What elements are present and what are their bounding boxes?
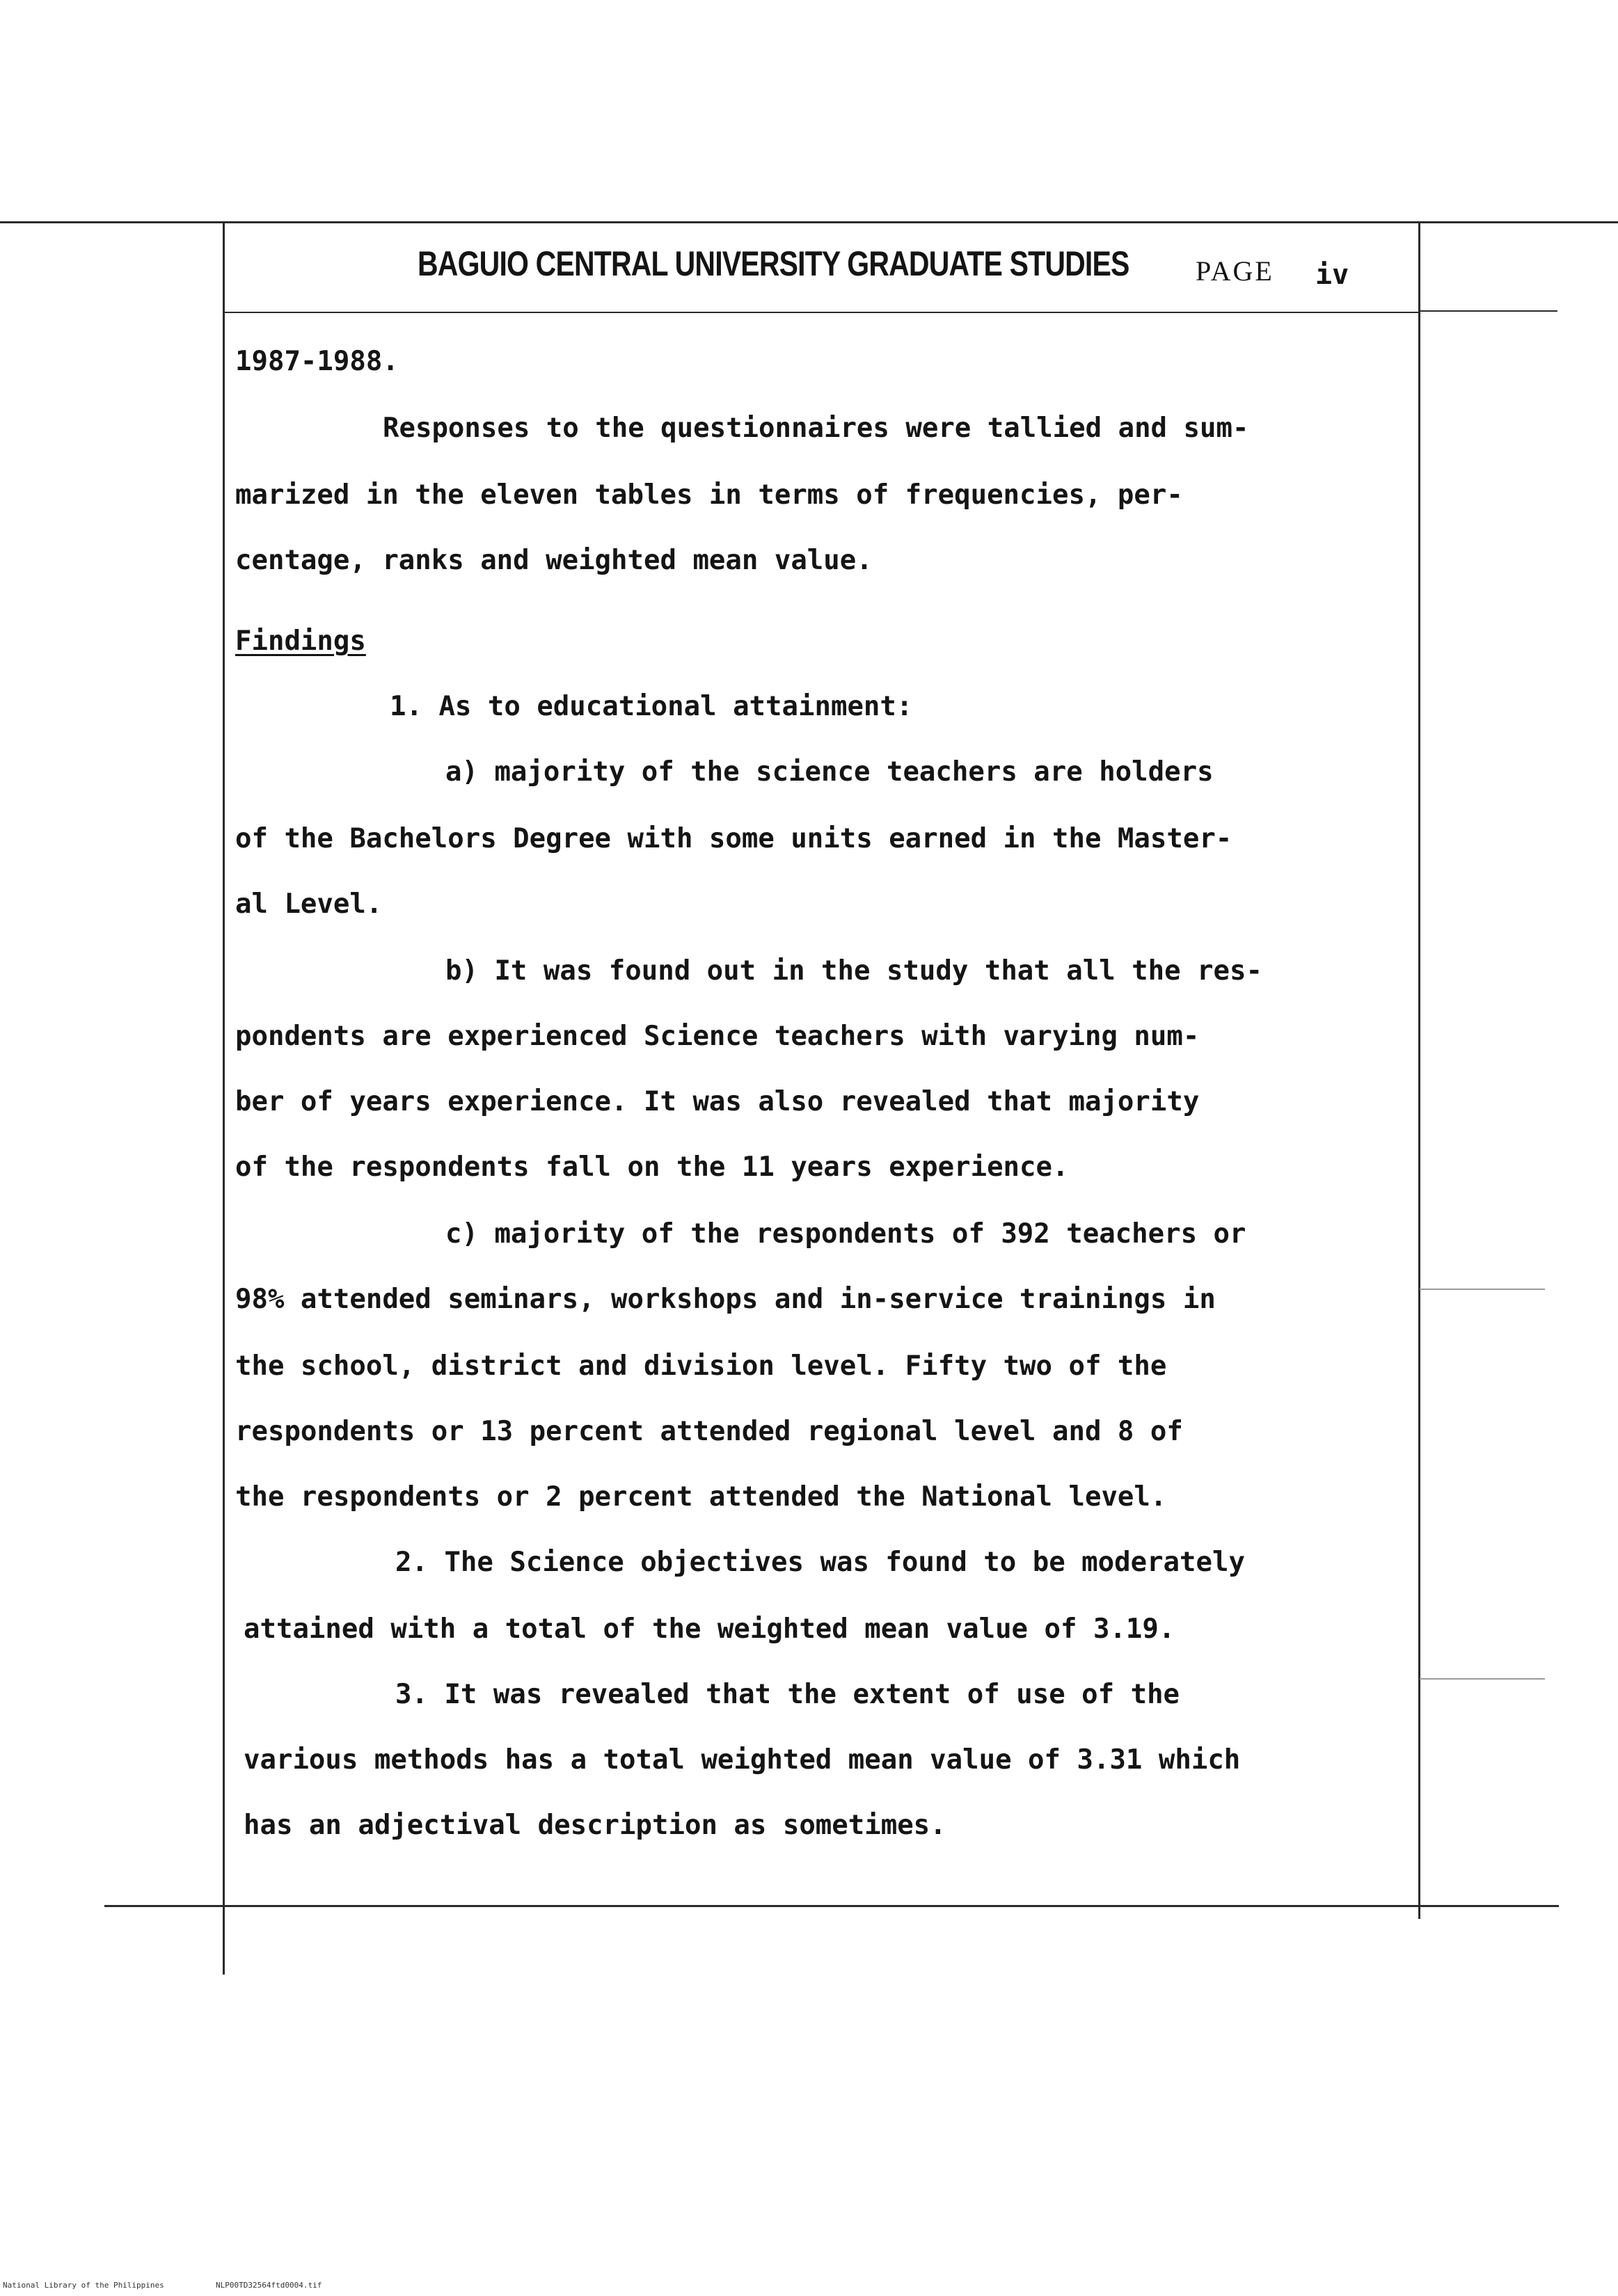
header-rule xyxy=(223,312,1418,313)
right-margin-rule xyxy=(1418,221,1420,1919)
text-line: has an adjectival description as sometimes. xyxy=(244,1810,946,1841)
side-rule-low xyxy=(1420,1678,1545,1680)
left-margin-rule xyxy=(223,221,225,1975)
text-line: 1987-1988. xyxy=(235,346,399,377)
page-number: iv xyxy=(1315,259,1349,291)
text-line: respondents or 13 percent attended regional level and 8 of xyxy=(235,1416,1183,1447)
text-line: al Level. xyxy=(235,888,383,920)
text-line: of the respondents fall on the 11 years experience. xyxy=(235,1151,1069,1183)
page-label: PAGE xyxy=(1196,255,1274,287)
text-line: ber of years experience. It was also revealed that majority xyxy=(235,1086,1200,1117)
text-line: a) majority of the science teachers are holders xyxy=(445,756,1214,788)
text-line: Responses to the questionnaires were tallied and sum- xyxy=(383,413,1249,444)
text-line: 98% attended seminars, workshops and in-service trainings in xyxy=(235,1284,1216,1315)
text-line: marized in the eleven tables in terms of frequencies, per- xyxy=(235,479,1183,511)
text-line: c) majority of the respondents of 392 teachers or xyxy=(445,1218,1246,1250)
header-rule-right xyxy=(1418,310,1557,312)
section-heading-findings: Findings xyxy=(235,625,366,657)
text-line: various methods has a total weighted mean value of 3.31 which xyxy=(244,1744,1241,1776)
bottom-rule xyxy=(104,1905,1559,1907)
text-line: the respondents or 2 percent attended the National level. xyxy=(235,1481,1167,1513)
text-line: attained with a total of the weighted mean value of 3.19. xyxy=(244,1613,1175,1645)
scan-footer-filename: NLP00TD32564ftd0004.tif xyxy=(216,2281,322,2290)
top-rule xyxy=(0,221,1618,223)
side-rule-mid xyxy=(1420,1289,1545,1290)
text-line: of the Bachelors Degree with some units earned in the Master- xyxy=(235,823,1232,854)
text-line: b) It was found out in the study that all the res- xyxy=(445,955,1262,987)
text-line: 2. The Science objectives was found to be moderately xyxy=(395,1547,1245,1578)
text-line: 1. As to educational attainment: xyxy=(390,691,913,722)
page-header-title: BAGUIO CENTRAL UNIVERSITY GRADUATE STUDIES xyxy=(418,244,1129,283)
text-line: pondents are experienced Science teachers with varying num- xyxy=(235,1021,1200,1052)
text-line: 3. It was revealed that the extent of use of the xyxy=(395,1679,1180,1710)
text-line: the school, district and division level. Fifty two of the xyxy=(235,1350,1167,1382)
text-line: centage, ranks and weighted mean value. xyxy=(235,545,873,576)
scan-footer-library: National Library of the Philippines xyxy=(3,2281,164,2290)
